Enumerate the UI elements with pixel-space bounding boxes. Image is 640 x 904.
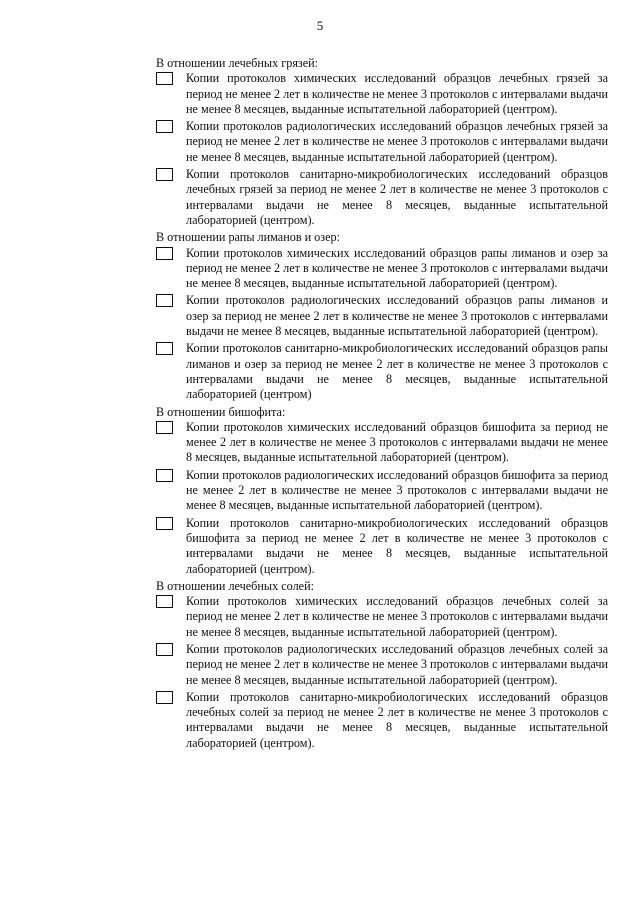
list-item — [156, 341, 608, 402]
list-item — [156, 119, 608, 165]
document-content — [156, 56, 608, 753]
checkbox[interactable] — [156, 421, 173, 434]
section-brine — [156, 230, 608, 402]
list-item — [156, 516, 608, 577]
section-title: В отношении бишофита: — [156, 404, 286, 419]
section-title: В отношении рапы лиманов и озер: — [156, 230, 340, 245]
item-text: Копии протоколов химических исследований образцов лечебных солей за период не менее 2 лет в количестве не менее 3 протоколов с интервалами выдачи не менее 8 месяцев, выданные испытательной лабораторией (центром). — [186, 594, 608, 639]
item-text: Копии протоколов санитарно-микробиологических исследований образцов рапы лиманов и озер за период не менее 2 лет в количестве не менее 3 протоколов с интервалами выдачи не менее 8 месяцев, выданные испытательной лабораторией (центром) — [186, 341, 608, 402]
list-item — [156, 167, 608, 228]
section-bischofite — [156, 405, 608, 577]
item-text: Копии протоколов химических исследований образцов рапы лиманов и озер за период не менее 2 лет в количестве не менее 3 протоколов с интервалами выдачи не менее 8 месяцев, выданные испытательной лабораторией (центром). — [186, 245, 608, 291]
item-text: Копии протоколов радиологических исследований образцов лечебных грязей за период не менее 2 лет в количестве не менее 3 протоколов с интервалами выдачи не менее 8 месяцев, выданные испытательной лабораторией (центром). — [186, 119, 608, 164]
section-medical-salts — [156, 579, 608, 751]
list-item — [156, 642, 608, 688]
list-item — [156, 594, 608, 640]
checkbox[interactable] — [156, 72, 173, 85]
checkbox[interactable] — [156, 247, 173, 260]
item-text: Копии протоколов химических исследований образцов лечебных грязей за период не менее 2 лет в количестве не менее 3 протоколов с интервалами выдачи не менее 8 месяцев, выданные испытательной лабораторией (центром). — [186, 71, 608, 116]
item-text: Копии протоколов радиологических исследований образцов лечебных солей за период не менее 2 лет в количестве не менее 3 протоколов с интервалами выдачи не менее 8 месяцев, выданные испытательной лабораторией (центром). — [186, 641, 608, 687]
checkbox[interactable] — [156, 342, 173, 355]
list-item — [156, 246, 608, 292]
list-item — [156, 293, 608, 339]
item-text: Копии протоколов санитарно-микробиологических исследований образцов лечебных грязей за период не менее 2 лет в количестве не менее 3 протоколов с интервалами выдачи не менее 8 месяцев, выданные испытательной лабораторией (центром). — [186, 167, 608, 227]
checkbox[interactable] — [156, 691, 173, 704]
item-text: Копии протоколов радиологических исследований образцов рапы лиманов и озер за период не менее 2 лет в количестве не менее 3 протоколов с интервалами выдачи не менее 8 месяцев, выданные испытательной лабораторией (центром). — [186, 293, 608, 339]
page-number: 5 — [316, 18, 324, 33]
checkbox[interactable] — [156, 517, 173, 530]
section-medical-mud — [156, 56, 608, 228]
checkbox[interactable] — [156, 469, 173, 482]
checkbox[interactable] — [156, 643, 173, 656]
checkbox[interactable] — [156, 595, 173, 608]
checkbox[interactable] — [156, 120, 173, 133]
list-item — [156, 690, 608, 751]
item-text: Копии протоколов санитарно-микробиологических исследований образцов бишофита за период не менее 2 лет в количестве не менее 3 протоколов с интервалами выдачи не менее 8 месяцев, выданные испытательной лабораторией (центром). — [186, 515, 608, 576]
checkbox[interactable] — [156, 294, 173, 307]
list-item — [156, 420, 608, 466]
list-item — [156, 71, 608, 117]
section-title: В отношении лечебных грязей: — [156, 56, 319, 70]
item-text: Копии протоколов санитарно-микробиологических исследований образцов лечебных солей за период не менее 2 лет в количестве не менее 3 протоколов с интервалами выдачи не менее 8 месяцев, выданные испытательной лабораторией (центром). — [186, 689, 608, 750]
item-text: Копии протоколов радиологических исследований образцов бишофита за период не менее 2 лет в количестве не менее 3 протоколов с интервалами выдачи не менее 8 месяцев, выданные испытательной лабораторией (центром). — [186, 467, 608, 513]
item-text: Копии протоколов химических исследований образцов бишофита за период не менее 2 лет в количестве не менее 3 протоколов с интервалами выдачи не менее 8 месяцев, выданные испытательной лабораторией (центром). — [186, 419, 608, 465]
section-title: В отношении лечебных солей: — [156, 578, 314, 593]
checkbox[interactable] — [156, 168, 173, 181]
list-item — [156, 468, 608, 514]
